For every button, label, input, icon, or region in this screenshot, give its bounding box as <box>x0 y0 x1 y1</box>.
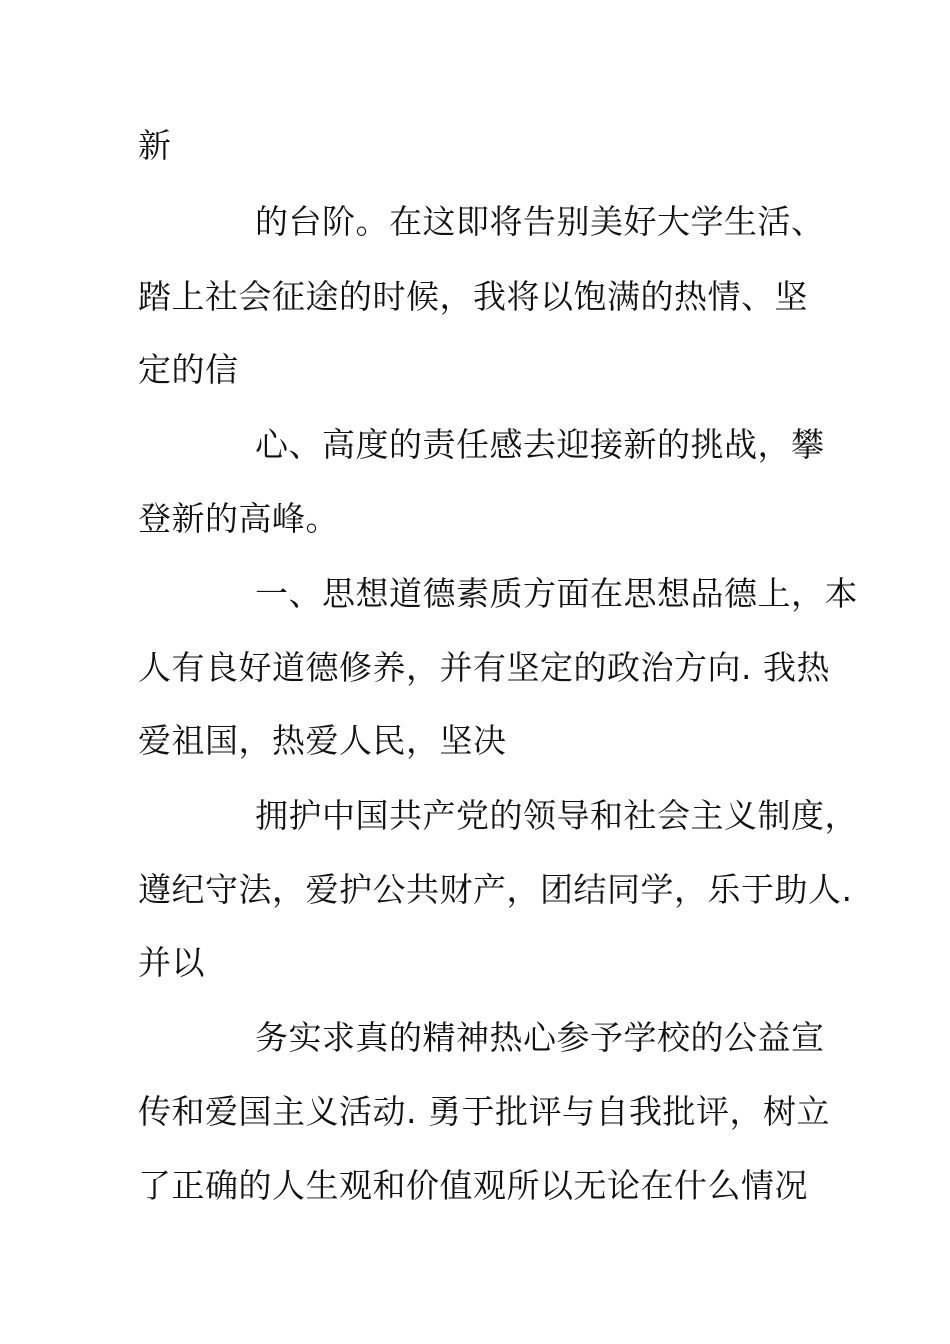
text-line: 爱祖国，热爱人民，坚决 <box>138 721 507 760</box>
text-line: 定的信 <box>138 350 239 389</box>
text-line: 一、思想道德素质方面在思想品德上，本 <box>255 574 858 613</box>
text-line: 登新的高峰。 <box>138 499 339 538</box>
text-line: 踏上社会征途的时候，我将以饱满的热情、坚 <box>138 277 808 316</box>
text-line: 新 <box>138 126 172 165</box>
text-line: 的台阶。在这即将告别美好大学生活、 <box>255 202 825 241</box>
text-line: 人有良好道德修养，并有坚定的政治方向. 我热 <box>138 648 830 687</box>
text-line: 心、高度的责任感去迎接新的挑战，攀 <box>255 425 825 464</box>
text-line: 拥护中国共产党的领导和社会主义制度， <box>255 796 858 835</box>
text-line: 传和爱国主义活动. 勇于批评与自我批评，树立 <box>138 1092 830 1131</box>
text-line: 务实求真的精神热心参予学校的公益宣 <box>255 1018 825 1057</box>
text-line: 了正确的人生观和价值观所以无论在什么情况 <box>138 1166 808 1205</box>
text-line: 并以 <box>138 943 205 982</box>
text-line: 遵纪守法，爱护公共财产，团结同学，乐于助人. <box>138 870 853 909</box>
